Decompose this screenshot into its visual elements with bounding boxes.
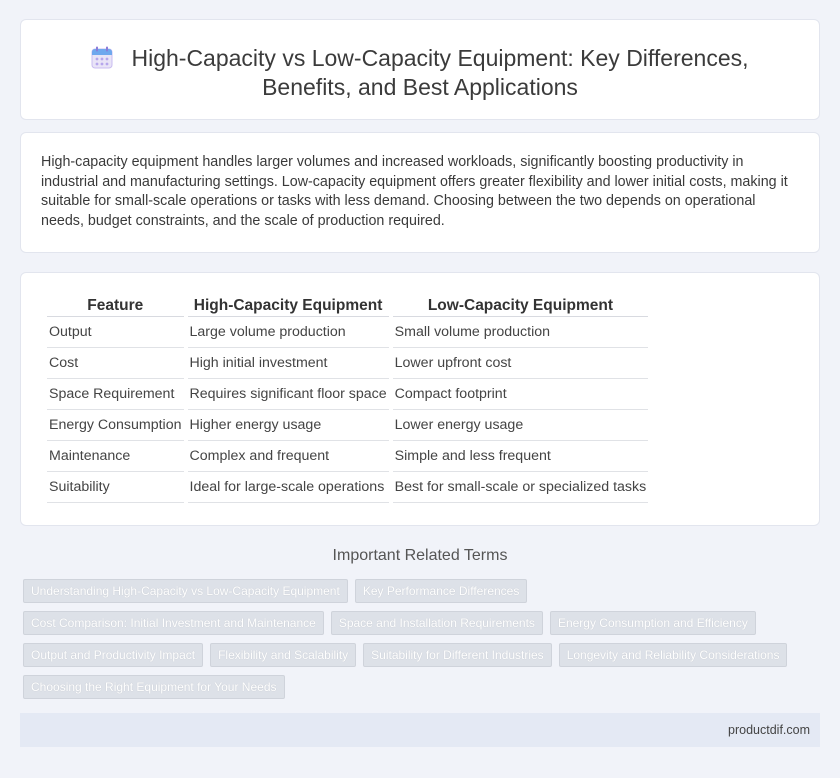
column-header: High-Capacity Equipment: [188, 295, 389, 317]
related-term-tag[interactable]: Flexibility and Scalability: [210, 643, 356, 667]
table-cell: Requires significant floor space: [188, 379, 389, 410]
footer-site-link[interactable]: productdif.com: [728, 723, 810, 737]
table-row: [47, 348, 648, 379]
title-card: [20, 19, 820, 120]
table-row: [47, 379, 648, 410]
table-cell: Simple and less frequent: [393, 441, 649, 472]
comparison-card: [20, 272, 820, 526]
table-cell: Small volume production: [393, 317, 649, 348]
table-row: [47, 317, 648, 348]
table-row: [47, 410, 648, 441]
table-header-row: [47, 295, 648, 317]
table-cell: Energy Consumption: [47, 410, 184, 441]
related-terms-list: [23, 579, 813, 699]
related-terms-heading: Important Related Terms: [332, 547, 508, 564]
comparison-table: [43, 295, 652, 503]
title-line-1: High-Capacity vs Low-Capacity Equipment: Key Differences,: [131, 45, 749, 71]
table-cell: Complex and frequent: [188, 441, 389, 472]
title-line-2: Benefits, and Best Applications: [262, 74, 578, 100]
table-row: [47, 472, 648, 503]
table-cell: Lower upfront cost: [393, 348, 649, 379]
related-term-tag[interactable]: Energy Consumption and Efficiency: [550, 611, 756, 635]
table-cell: Output: [47, 317, 184, 348]
intro-paragraph: High-capacity equipment handles larger volumes and increased workloads, significantly boosting productivity in industrial and manufacturing settings. Low-capacity equipment offers greater flexibility and lower initial costs, making it suitable for small-scale operations or tasks with less demand. Choosing between the two depends on operational needs, budget constraints, and the scale of production required.: [41, 154, 788, 229]
table-cell: Compact footprint: [393, 379, 649, 410]
table-cell: Suitability: [47, 472, 184, 503]
footer: [20, 713, 820, 747]
related-term-tag[interactable]: Key Performance Differences: [355, 579, 528, 603]
related-term-tag[interactable]: Choosing the Right Equipment for Your Needs: [23, 675, 285, 699]
related-term-tag[interactable]: Understanding High-Capacity vs Low-Capacity Equipment: [23, 579, 348, 603]
table-row: [47, 441, 648, 472]
related-term-tag[interactable]: Space and Installation Requirements: [331, 611, 543, 635]
table-cell: Space Requirement: [47, 379, 184, 410]
column-header: Low-Capacity Equipment: [393, 295, 649, 317]
table-cell: Cost: [47, 348, 184, 379]
related-term-tag[interactable]: Output and Productivity Impact: [23, 643, 203, 667]
table-cell: Large volume production: [188, 317, 389, 348]
table-cell: High initial investment: [188, 348, 389, 379]
related-term-tag[interactable]: Longevity and Reliability Considerations: [559, 643, 788, 667]
intro-card: [20, 132, 820, 253]
related-term-tag[interactable]: Cost Comparison: Initial Investment and Maintenance: [23, 611, 324, 635]
table-cell: Best for small-scale or specialized tasks: [393, 472, 649, 503]
column-header: Feature: [47, 295, 184, 317]
table-cell: Lower energy usage: [393, 410, 649, 441]
table-cell: Maintenance: [47, 441, 184, 472]
table-cell: Ideal for large-scale operations: [188, 472, 389, 503]
table-cell: Higher energy usage: [188, 410, 389, 441]
page-title: [21, 44, 819, 102]
related-term-tag[interactable]: Suitability for Different Industries: [363, 643, 552, 667]
calendar-icon: [91, 46, 113, 69]
